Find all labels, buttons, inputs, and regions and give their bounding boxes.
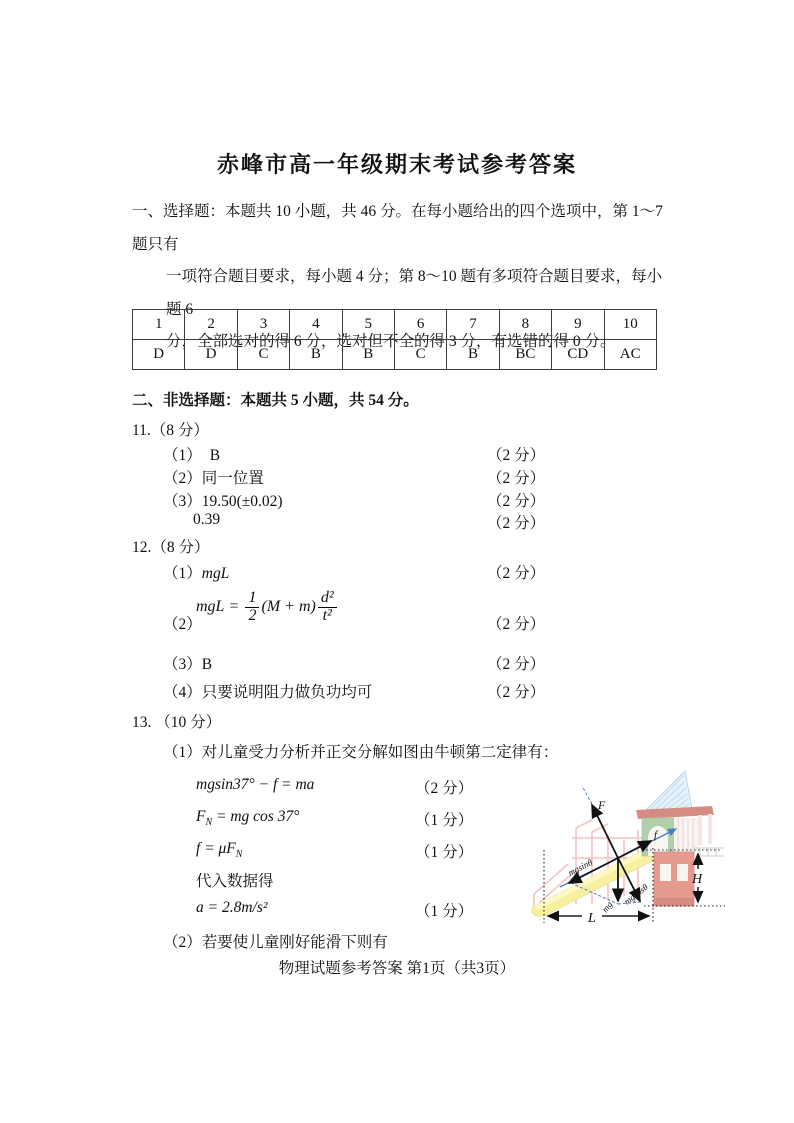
intro-line-2: 一项符合题目要求，每小题 4 分；第 8～10 题有多项符合题目要求，每小题 6 [166,268,663,318]
q-number: 6 [394,310,446,340]
eq-middle: (M + m) [261,598,316,616]
post [698,815,702,845]
intro-line-3: 分，全部选对的得 6 分，选对但不全的得 3 分，有选错的得 0 分。 [166,333,616,350]
q12-item-4-score: （2 分） [487,684,546,701]
intro-line-1: 一、选择题：本题共 10 小题，共 46 分。在每小题给出的四个选项中，第 1～7 题只有 [132,203,663,253]
normal-force-vector [592,805,618,858]
friction-label: f [654,829,658,841]
item-answer: B [209,447,221,464]
q11-item-1 [163,443,220,465]
q13-heading: 13. （10 分） [132,714,222,731]
q13-eq4-score: （1 分） [415,903,474,920]
q12-equation [196,590,339,625]
tower-body [654,852,694,906]
q12-item-2-label: （2） [163,616,202,633]
normal-force-label: F [598,798,606,812]
q12-heading: 12.（8 分） [132,539,210,556]
q-answer: C [394,340,446,370]
q-answer: BC [499,340,551,370]
mgsin-label: mgsinθ [566,857,595,878]
eq-fraction-half: $\frac{1}{2}$ [245,590,259,625]
q11-item-4-score: （2 分） [487,515,546,532]
q13-eq3: $f = \mu F_N$ [196,840,243,861]
q-answer: B [342,340,394,370]
q11-item-2-score: （2 分） [487,470,546,487]
q11-item-4: 0.39 [193,511,221,528]
q13-part1 [163,740,558,762]
q13-eq1: mgsin37° − f = ma [196,776,315,793]
item-label: （1） [163,565,202,582]
item-answer: B [201,656,213,673]
q-answer: D [185,340,237,370]
item-answer: 19.50(±0.02) [201,493,283,510]
item-label: （3） [163,656,202,673]
q11-item-3 [163,489,283,511]
page-title: 赤峰市高一年级期末考试参考答案 [216,152,577,177]
item-text: 若要使儿童刚好能滑下则有 [201,934,388,951]
item-label: （4） [163,684,202,701]
q-number: 8 [499,310,551,340]
eq-equals: = [229,598,239,616]
tower-roof [643,771,692,813]
q-answer: C [237,340,289,370]
q11-item-1-score: （2 分） [487,447,546,464]
slide-force-diagram-figure [526,766,730,936]
q-number: 2 [185,310,237,340]
table-row-numbers [133,310,657,340]
q13-mid-text: 代入数据得 [196,873,274,890]
q12-item-4 [163,680,372,702]
length-label: L [588,911,596,926]
mgcos-label: mgcosθ [622,881,650,907]
item-label: （2） [163,470,202,487]
q-answer: D [133,340,185,370]
height-label: H [692,872,703,887]
item-label: （3） [163,493,202,510]
q11-item-3-score: （2 分） [487,493,546,510]
q13-eq1-score: （2 分） [415,780,474,797]
slat-fence [674,818,698,852]
q-number: 5 [342,310,394,340]
q-number: 1 [133,310,185,340]
q-number: 7 [447,310,499,340]
answer-table [132,309,657,370]
q-number: 9 [552,310,604,340]
q-number: 3 [237,310,289,340]
q13-eq2-score: （1 分） [415,812,474,829]
q13-part2 [163,930,388,952]
q11-item-2 [163,466,264,488]
item-answer: 只要说明阻力做负功均可 [201,684,373,701]
table-row-answers [133,340,657,370]
section2-heading: 二、非选择题：本题共 5 小题，共 54 分。 [132,392,419,409]
q12-item-2-score: （2 分） [487,616,546,633]
item-label: （1） [163,744,202,761]
q13-eq3-score: （1 分） [415,844,474,861]
item-answer: mgL [201,565,230,582]
eq-fraction-d2t2: $\frac{\text{d²}}{\text{t²}}$ [318,590,337,625]
q-answer: CD [552,340,604,370]
eq-lhs: mgL [196,598,225,616]
item-label: （2） [163,934,202,951]
q12-item-3 [163,652,212,674]
post [708,814,712,844]
q13-eq4: a = 2.8m/s² [196,899,268,916]
gravity-label: mg [599,899,615,915]
q-answer: AC [604,340,656,370]
q-answer: B [290,340,342,370]
q11-heading: 11.（8 分） [132,422,209,439]
q-number: 10 [604,310,656,340]
q12-item-3-score: （2 分） [487,656,546,673]
normal-axis-dashed [582,786,592,804]
item-answer: 同一位置 [201,470,264,487]
q12-item-1-score: （2 分） [487,565,546,582]
item-label: （1） [163,447,202,464]
q13-eq2: $F_N$ = mg cos 37° [196,808,300,829]
figure-svg [526,766,730,936]
item-text: 对儿童受力分析并正交分解如图由牛顿第二定律有： [201,744,559,761]
q12-item-1 [163,561,229,583]
page-footer: 物理试题参考答案 第1页（共3页） [278,960,516,977]
q-answer: B [447,340,499,370]
q-number: 4 [290,310,342,340]
